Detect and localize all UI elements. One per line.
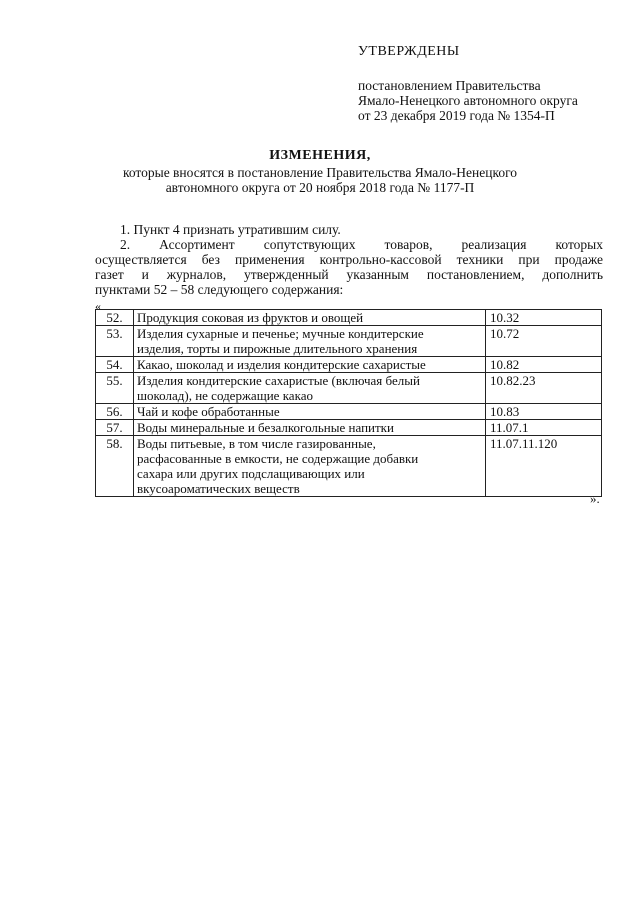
row-code: 10.82.23: [486, 373, 602, 404]
row-code: 11.07.11.120: [486, 436, 602, 497]
row-code: 10.32: [486, 310, 602, 326]
paragraph-item-1: 1. Пункт 4 признать утратившим силу.: [120, 222, 341, 237]
table-row: [96, 357, 602, 373]
row-code: 10.72: [486, 326, 602, 357]
row-name-line: Воды минеральные и безалкогольные напитки: [137, 420, 394, 435]
approval-line: постановлением Правительства: [358, 78, 541, 93]
row-name: [134, 436, 486, 497]
table-row: [96, 326, 602, 357]
row-name-line: вкусоароматических веществ: [137, 481, 300, 496]
row-code: 10.83: [486, 404, 602, 420]
row-number: 55.: [96, 373, 134, 404]
row-name-line: шоколад), не содержащие какао: [137, 388, 313, 403]
row-code: 10.82: [486, 357, 602, 373]
table-row: [96, 310, 602, 326]
row-name-line: Продукция соковая из фруктов и овощей: [137, 310, 364, 325]
row-name: [134, 357, 486, 373]
title-main: ИЗМЕНЕНИЯ,: [269, 148, 371, 163]
approval-block: [358, 44, 578, 123]
document-body: [95, 222, 603, 297]
row-name-line: расфасованные в емкости, не содержащие добавки: [137, 451, 419, 466]
approval-line: Ямало-Ненецкого автономного округа: [358, 93, 578, 108]
items-table: [95, 309, 602, 497]
table-row: [96, 420, 602, 436]
approval-heading: УТВЕРЖДЕНЫ: [358, 44, 460, 59]
closing-quote: ».: [590, 491, 600, 506]
table-row: [96, 404, 602, 420]
row-name: [134, 373, 486, 404]
paragraph-item-2-line: осуществляется без применения контрольно-кассовой техники при продаже: [95, 252, 603, 267]
title-line: автономного округа от 20 ноября 2018 года № 1177-П: [165, 180, 475, 195]
row-name-line: Какао, шоколад и изделия кондитерские сахаристые: [137, 357, 426, 372]
row-name: [134, 420, 486, 436]
row-name-line: Изделия кондитерские сахаристые (включая белый: [137, 373, 420, 388]
row-name-line: Воды питьевые, в том числе газированные,: [137, 436, 376, 451]
row-name: [134, 326, 486, 357]
paragraph-item-2-line: 2. Ассортимент сопутствующих товаров, реализация которых: [120, 237, 603, 252]
row-name: [134, 404, 486, 420]
paragraph-item-2-line: газет и журналов, утвержденный указанным постановлением, дополнить: [95, 267, 603, 282]
row-number: 52.: [96, 310, 134, 326]
row-name-line: сахара или других подслащивающих или: [137, 466, 365, 481]
row-number: 56.: [96, 404, 134, 420]
document-title: [0, 148, 640, 195]
title-line: которые вносятся в постановление Правительства Ямало-Ненецкого: [122, 165, 518, 180]
row-number: 57.: [96, 420, 134, 436]
row-name: [134, 310, 486, 326]
items-table-body: [96, 310, 602, 497]
row-name-line: изделия, торты и пирожные длительного хранения: [137, 341, 418, 356]
row-number: 58.: [96, 436, 134, 497]
row-code: 11.07.1: [486, 420, 602, 436]
approval-line: от 23 декабря 2019 года № 1354-П: [358, 108, 555, 123]
opening-quote: «: [95, 299, 101, 313]
paragraph-item-2-line: пунктами 52 – 58 следующего содержания:: [95, 282, 344, 297]
row-number: 54.: [96, 357, 134, 373]
row-name-line: Чай и кофе обработанные: [137, 404, 280, 419]
row-name-line: Изделия сухарные и печенье; мучные кондитерские: [137, 326, 424, 341]
table-row: [96, 436, 602, 497]
row-number: 53.: [96, 326, 134, 357]
table-row: [96, 373, 602, 404]
